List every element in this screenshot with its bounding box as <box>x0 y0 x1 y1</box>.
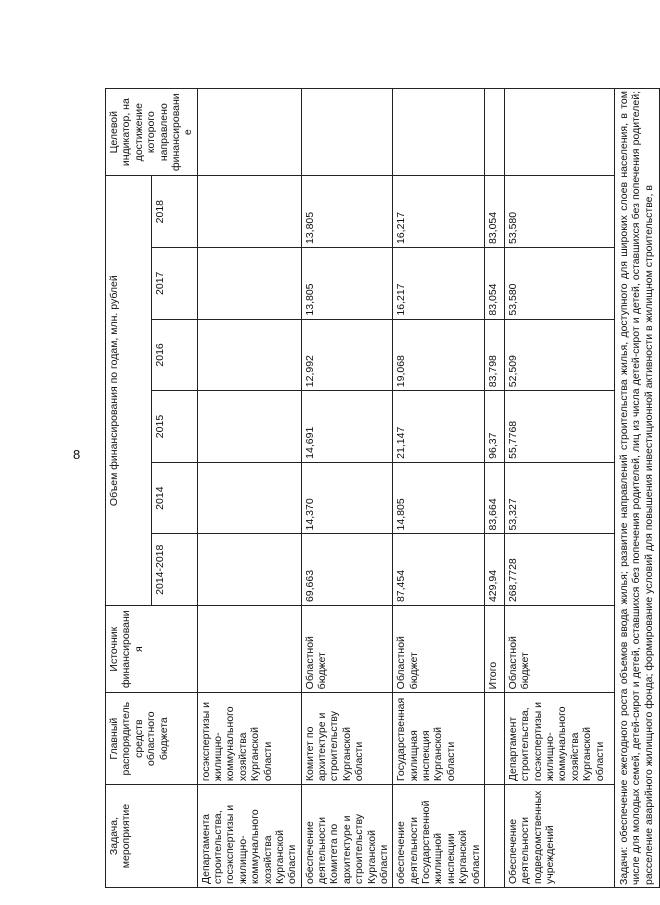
value-cell <box>197 319 301 391</box>
value-cell: 16,217 <box>393 248 485 320</box>
value-cell: 13,805 <box>301 248 393 320</box>
header-year: 2015 <box>151 391 197 463</box>
value-cell: 83,664 <box>484 462 504 534</box>
value-cell <box>197 176 301 248</box>
source-cell: Областной бюджет <box>504 606 614 693</box>
value-cell: 13,805 <box>301 176 393 248</box>
value-cell <box>197 534 301 606</box>
task-cell: обеспечение деятельности Государственной жилищной инспекции Курганской области <box>393 785 485 888</box>
source-cell: Областной бюджет <box>393 606 485 693</box>
value-cell: 53,327 <box>504 462 614 534</box>
table-row <box>301 89 393 888</box>
value-cell: 53,580 <box>504 248 614 320</box>
indicator-cell <box>484 89 504 176</box>
header-year: 2016 <box>151 319 197 391</box>
header-year: 2014 <box>151 462 197 534</box>
value-cell: 87,454 <box>393 534 485 606</box>
responsible-cell: Государственная жилищная инспекция Курганской области <box>393 693 485 785</box>
source-cell <box>197 606 301 693</box>
responsible-cell: Комитет по архитектуре и строительству Курганской области <box>301 693 393 785</box>
table-row <box>393 89 485 888</box>
indicator-cell <box>301 89 393 176</box>
value-cell: 12,992 <box>301 319 393 391</box>
value-cell <box>197 391 301 463</box>
value-cell: 83,054 <box>484 248 504 320</box>
header-row <box>106 89 152 888</box>
responsible-cell: госэкспертизы и жилищно-коммунального хозяйства Курганской области <box>197 693 301 785</box>
value-cell: 14,370 <box>301 462 393 534</box>
header-responsible: Главный распорядитель средств областного бюджета <box>106 693 198 785</box>
indicator-cell <box>504 89 614 176</box>
value-cell: 16,217 <box>393 176 485 248</box>
task-cell <box>484 785 504 888</box>
header-year: 2017 <box>151 248 197 320</box>
tasks-note: Задачи: обеспечение ежегодного роста объемов ввода жилья; развитие направлений строительства жилья, доступного для широких слоев населения, в том числе для молодых семей, детей-сирот и детей, оставшихся без попечения родителей, лиц из числа детей-сирот и детей, оставшихся без попечения родителей; расселение аварийного жилищного фонда; формирование условий для повышения инвестиционной активности в жилищном строительстве, в <box>615 88 660 888</box>
header-indicator: Целевой индикатор, на достижение которого направлено финансирование <box>106 89 198 176</box>
header-source: Источник финансирования <box>106 606 198 693</box>
financing-table <box>105 88 615 888</box>
responsible-cell <box>484 693 504 785</box>
task-cell: обеспечение деятельности Комитета по архитектуре и строительству Курганской области <box>301 785 393 888</box>
value-cell: 21,147 <box>393 391 485 463</box>
page-number: 8 <box>73 447 81 462</box>
value-cell: 69,663 <box>301 534 393 606</box>
value-cell: 83,798 <box>484 319 504 391</box>
responsible-cell: Департамент строительства, госэкспертизы и жилищно-коммунального хозяйства Курганской области <box>504 693 614 785</box>
task-cell: Обеспечение деятельности подведомственных учреждений <box>504 785 614 888</box>
task-cell: Департамента строительства, госэкспертизы и жилищно-коммунального хозяйства Курганской области <box>197 785 301 888</box>
value-cell: 96,37 <box>484 391 504 463</box>
source-cell: Итого <box>484 606 504 693</box>
indicator-cell <box>197 89 301 176</box>
table-row <box>197 89 301 888</box>
value-cell: 268,7728 <box>504 534 614 606</box>
value-cell: 14,691 <box>301 391 393 463</box>
value-cell: 429,94 <box>484 534 504 606</box>
value-cell: 14,805 <box>393 462 485 534</box>
value-cell <box>197 462 301 534</box>
value-cell: 52,509 <box>504 319 614 391</box>
header-volume: Объем финансирования по годам, млн. рублей <box>106 176 152 606</box>
header-year: 2014-2018 <box>151 534 197 606</box>
rotated-table-container <box>105 68 656 888</box>
header-task: Задача, мероприятие <box>106 785 198 888</box>
header-year: 2018 <box>151 176 197 248</box>
source-cell: Областной бюджет <box>301 606 393 693</box>
value-cell: 55,7768 <box>504 391 614 463</box>
indicator-cell <box>393 89 485 176</box>
table-row <box>504 89 614 888</box>
table-row-total <box>484 89 504 888</box>
value-cell: 83,054 <box>484 176 504 248</box>
value-cell: 19,068 <box>393 319 485 391</box>
value-cell: 53,580 <box>504 176 614 248</box>
value-cell <box>197 248 301 320</box>
